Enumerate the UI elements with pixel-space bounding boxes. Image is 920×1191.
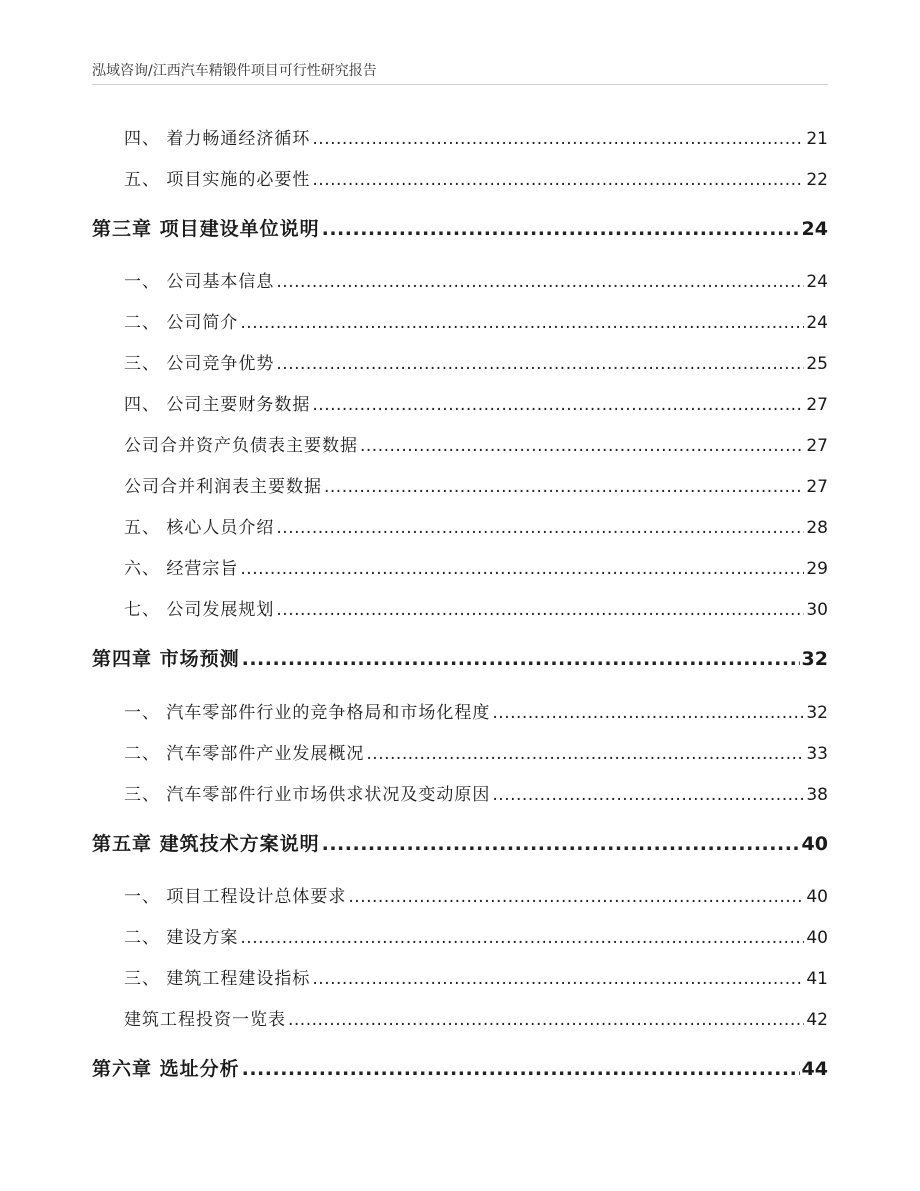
toc-entry-page: 40 [806,887,828,907]
toc-entry[interactable] [124,349,828,374]
toc-entry-label: 五、 项目实施的必要性 [124,170,311,190]
toc-entry-label: 四、 公司主要财务数据 [124,395,311,415]
toc-entry-label: 公司合并资产负债表主要数据 [124,436,358,456]
header-divider [92,84,828,85]
toc-leader-dots [492,785,804,805]
toc-leader-dots [322,218,800,240]
toc-chapter-entry[interactable] [92,1054,828,1081]
toc-entry[interactable] [124,595,828,620]
toc-chapter-label: 第三章 项目建设单位说明 [92,218,320,240]
toc-chapter-page: 40 [801,833,828,855]
toc-leader-dots [276,354,804,374]
toc-entry-page: 29 [806,559,828,579]
toc-leader-dots [276,518,804,538]
toc-entry[interactable] [124,554,828,579]
toc-chapter-page: 32 [801,648,828,670]
toc-entry[interactable] [124,390,828,415]
toc-entry-page: 27 [806,436,828,456]
toc-entry[interactable] [124,923,828,948]
toc-chapter-label: 第六章 选址分析 [92,1058,240,1080]
toc-entry-page: 27 [806,477,828,497]
toc-entry-label: 五、 核心人员介绍 [124,518,275,538]
toc-leader-dots [312,395,804,415]
toc-chapter-label: 第四章 市场预测 [92,648,240,670]
toc-entry-label: 六、 经营宗旨 [124,559,239,579]
toc-entry-page: 21 [806,129,828,149]
toc-leader-dots [360,436,804,456]
toc-entry-label: 二、 公司简介 [124,313,239,333]
toc-entry-label: 三、 公司竞争优势 [124,354,275,374]
toc-entry[interactable] [124,165,828,190]
running-header: 泓域咨询/江西汽车精锻件项目可行性研究报告 [92,63,377,79]
toc-leader-dots [240,559,804,579]
toc-entry[interactable] [124,124,828,149]
toc-entry-label: 二、 汽车零部件产业发展概况 [124,744,365,764]
toc-entry-page: 38 [806,785,828,805]
toc-entry[interactable] [124,308,828,333]
toc-entry-label: 一、 项目工程设计总体要求 [124,887,347,907]
toc-entry[interactable] [124,1005,828,1030]
toc-entry-page: 28 [806,518,828,538]
toc-chapter-entry[interactable] [92,829,828,856]
toc-entry-page: 41 [806,969,828,989]
toc-entry-label: 三、 建筑工程建设指标 [124,969,311,989]
toc-leader-dots [276,272,804,292]
toc-entry-label: 七、 公司发展规划 [124,600,275,620]
toc-entry-page: 22 [806,170,828,190]
toc-entry-page: 24 [806,313,828,333]
toc-leader-dots [242,1058,800,1080]
toc-leader-dots [242,648,800,670]
toc-entry-page: 40 [806,928,828,948]
toc-leader-dots [312,170,804,190]
toc-entry-page: 33 [806,744,828,764]
toc-entry-label: 一、 汽车零部件行业的竞争格局和市场化程度 [124,703,491,723]
toc-entry-page: 30 [806,600,828,620]
toc-entry[interactable] [124,698,828,723]
toc-entry-page: 32 [806,703,828,723]
toc-entry-page: 24 [806,272,828,292]
toc-entry-page: 27 [806,395,828,415]
toc-leader-dots [288,1010,804,1030]
toc-entry[interactable] [124,964,828,989]
toc-entry-label: 公司合并利润表主要数据 [124,477,322,497]
toc-chapter-label: 第五章 建筑技术方案说明 [92,833,320,855]
toc-leader-dots [492,703,804,723]
toc-entry[interactable] [124,739,828,764]
toc-leader-dots [312,129,804,149]
toc-entry[interactable] [124,513,828,538]
toc-leader-dots [348,887,804,907]
toc-chapter-page: 44 [801,1058,828,1080]
toc-entry-label: 一、 公司基本信息 [124,272,275,292]
toc-entry[interactable] [124,882,828,907]
toc-entry[interactable] [124,472,828,497]
toc-leader-dots [312,969,804,989]
toc-chapter-entry[interactable] [92,644,828,671]
toc-entry-page: 25 [806,354,828,374]
toc-leader-dots [240,928,804,948]
toc-leader-dots [324,477,804,497]
toc-entry-label: 建筑工程投资一览表 [124,1010,286,1030]
toc-entry-label: 二、 建设方案 [124,928,239,948]
toc-leader-dots [366,744,804,764]
toc-entry[interactable] [124,780,828,805]
toc-chapter-page: 24 [801,218,828,240]
toc-entry-label: 四、 着力畅通经济循环 [124,129,311,149]
toc-entry-label: 三、 汽车零部件行业市场供求状况及变动原因 [124,785,491,805]
toc-entry[interactable] [124,431,828,456]
toc-entry-page: 42 [806,1010,828,1030]
toc-entry[interactable] [124,267,828,292]
toc-chapter-entry[interactable] [92,214,828,241]
toc-leader-dots [322,833,800,855]
toc-leader-dots [276,600,804,620]
toc-leader-dots [240,313,804,333]
